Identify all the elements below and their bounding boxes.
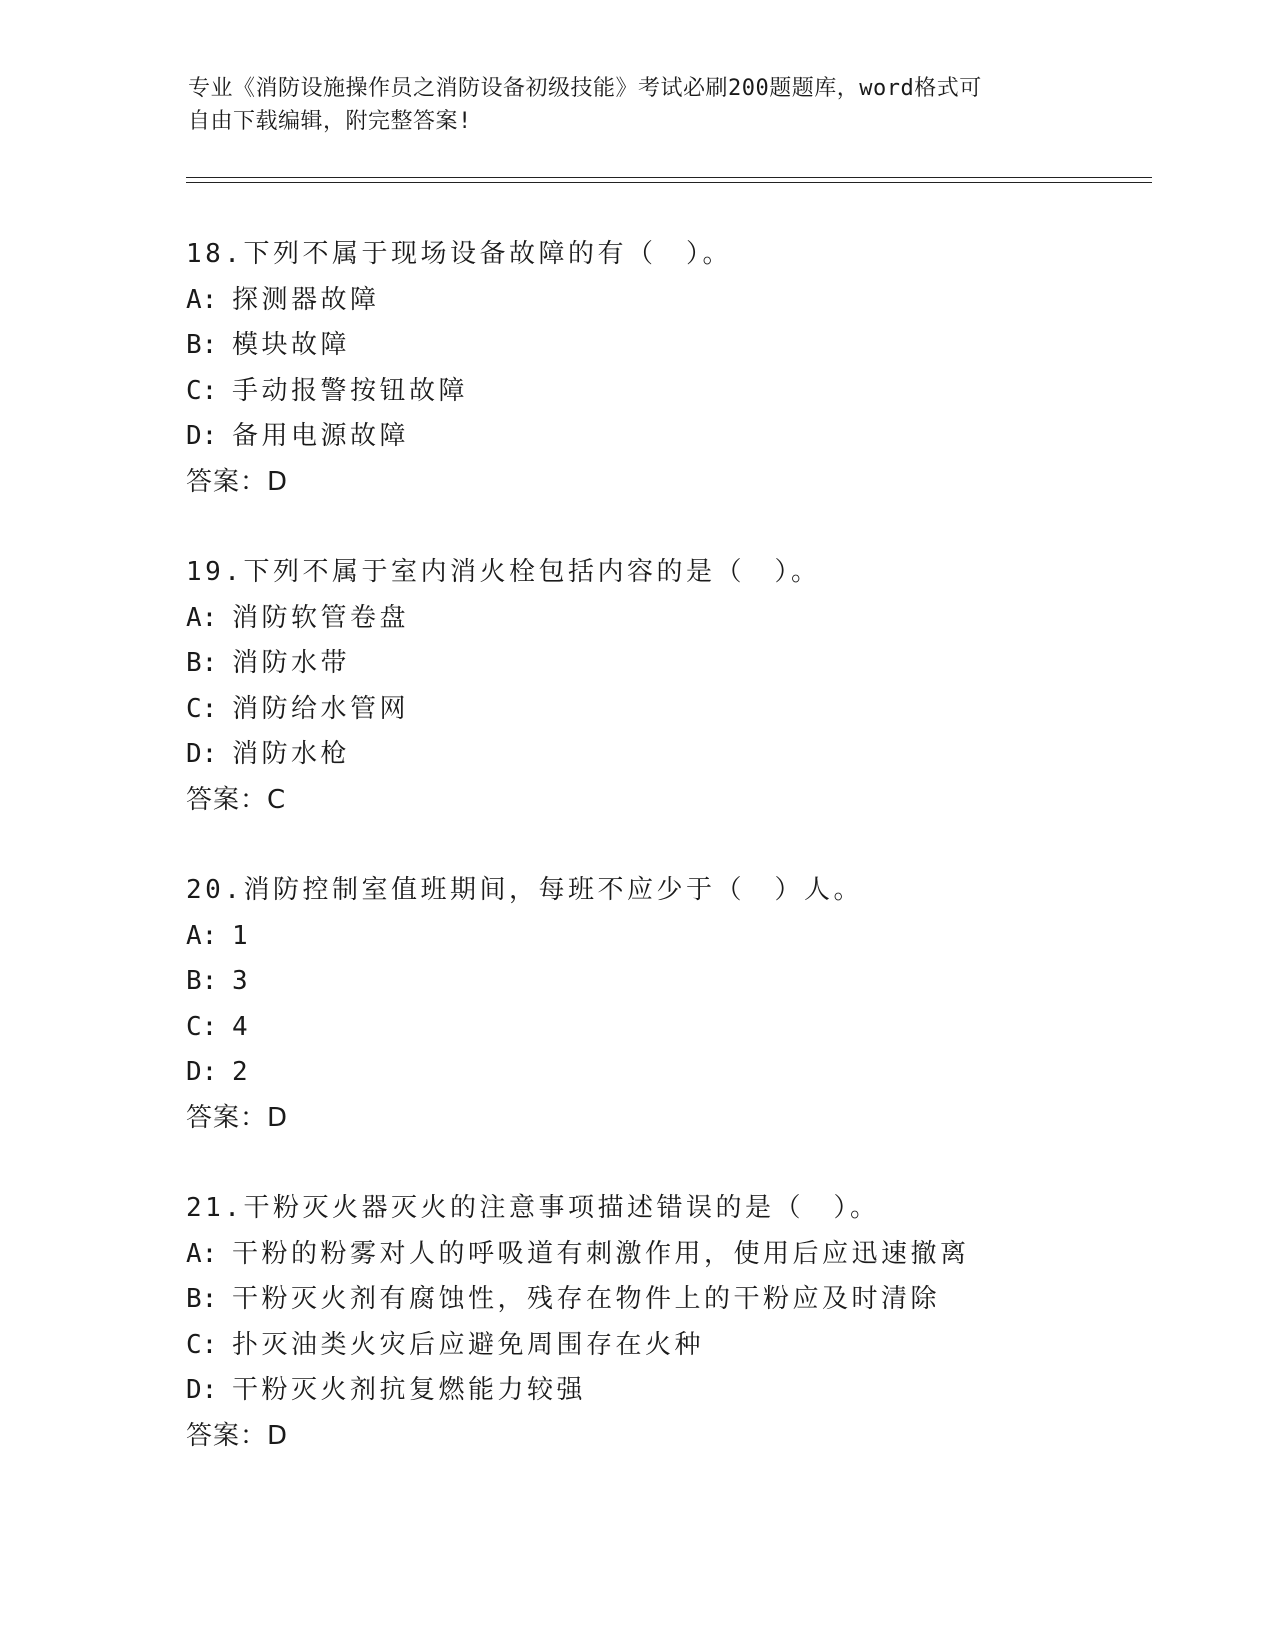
question-18 bbox=[186, 232, 1186, 505]
option-text: 消防给水管网 bbox=[232, 693, 410, 724]
header-divider-bottom bbox=[186, 182, 1152, 183]
header-line-1: 专业《消防设施操作员之消防设备初级技能》考试必刷200题题库，word格式可 bbox=[188, 76, 982, 101]
question-stem: 19.下列不属于室内消火栓包括内容的是（ ）。 bbox=[186, 557, 821, 587]
option-text: 消防软管卷盘 bbox=[232, 602, 410, 633]
option-text: 消防水带 bbox=[232, 648, 351, 678]
option-text: 1 bbox=[232, 920, 252, 951]
answer: 答案：C bbox=[186, 784, 287, 815]
option-label: C: bbox=[186, 1329, 218, 1360]
option-text: 扑灭油类火灾后应避免周围存在火种 bbox=[232, 1329, 705, 1360]
question-stem: 18.下列不属于现场设备故障的有（ ）。 bbox=[186, 239, 732, 269]
option-label: D: bbox=[186, 1375, 218, 1405]
option-text: 备用电源故障 bbox=[232, 421, 410, 451]
option-d bbox=[186, 414, 1186, 460]
option-label: D: bbox=[186, 1057, 218, 1087]
option-label: A: bbox=[186, 602, 218, 633]
option-text: 消防水枪 bbox=[232, 739, 351, 769]
option-d bbox=[186, 732, 1186, 778]
option-b bbox=[186, 959, 1186, 1005]
option-text: 3 bbox=[232, 966, 252, 996]
header-divider-top bbox=[186, 177, 1152, 178]
answer: 答案：D bbox=[186, 1420, 289, 1451]
option-b bbox=[186, 323, 1186, 369]
option-text: 2 bbox=[232, 1057, 252, 1087]
answer: 答案：D bbox=[186, 466, 289, 497]
option-a bbox=[186, 1232, 1186, 1278]
option-a bbox=[186, 278, 1186, 324]
option-label: A: bbox=[186, 284, 218, 315]
question-stem: 20.消防控制室值班期间，每班不应少于（ ）人。 bbox=[186, 875, 863, 905]
question-19 bbox=[186, 550, 1186, 823]
option-c bbox=[186, 369, 1186, 415]
option-label: D: bbox=[186, 739, 218, 769]
option-c bbox=[186, 687, 1186, 733]
option-d bbox=[186, 1368, 1186, 1414]
document-header bbox=[188, 72, 1068, 138]
option-label: B: bbox=[186, 966, 218, 996]
question-21 bbox=[186, 1186, 1186, 1459]
option-a bbox=[186, 596, 1186, 642]
option-b bbox=[186, 641, 1186, 687]
option-text: 模块故障 bbox=[232, 330, 351, 360]
option-b bbox=[186, 1277, 1186, 1323]
option-text: 干粉的粉雾对人的呼吸道有刺激作用，使用后应迅速撤离 bbox=[232, 1238, 970, 1269]
question-20 bbox=[186, 868, 1186, 1141]
option-a bbox=[186, 914, 1186, 960]
option-label: B: bbox=[186, 330, 218, 360]
option-c bbox=[186, 1323, 1186, 1369]
option-label: B: bbox=[186, 1284, 218, 1314]
option-text: 手动报警按钮故障 bbox=[232, 375, 469, 406]
option-d bbox=[186, 1050, 1186, 1096]
header-line-2: 自由下载编辑，附完整答案! bbox=[188, 109, 472, 134]
answer: 答案：D bbox=[186, 1102, 289, 1133]
option-label: A: bbox=[186, 920, 218, 951]
option-label: A: bbox=[186, 1238, 218, 1269]
option-label: C: bbox=[186, 1011, 218, 1042]
option-c bbox=[186, 1005, 1186, 1051]
option-text: 4 bbox=[232, 1011, 252, 1042]
option-text: 探测器故障 bbox=[232, 284, 380, 315]
option-text: 干粉灭火剂抗复燃能力较强 bbox=[232, 1375, 587, 1405]
option-text: 干粉灭火剂有腐蚀性，残存在物件上的干粉应及时清除 bbox=[232, 1284, 941, 1314]
option-label: C: bbox=[186, 693, 218, 724]
question-stem: 21.干粉灭火器灭火的注意事项描述错误的是（ ）。 bbox=[186, 1193, 880, 1223]
option-label: D: bbox=[186, 421, 218, 451]
option-label: C: bbox=[186, 375, 218, 406]
option-label: B: bbox=[186, 648, 218, 678]
